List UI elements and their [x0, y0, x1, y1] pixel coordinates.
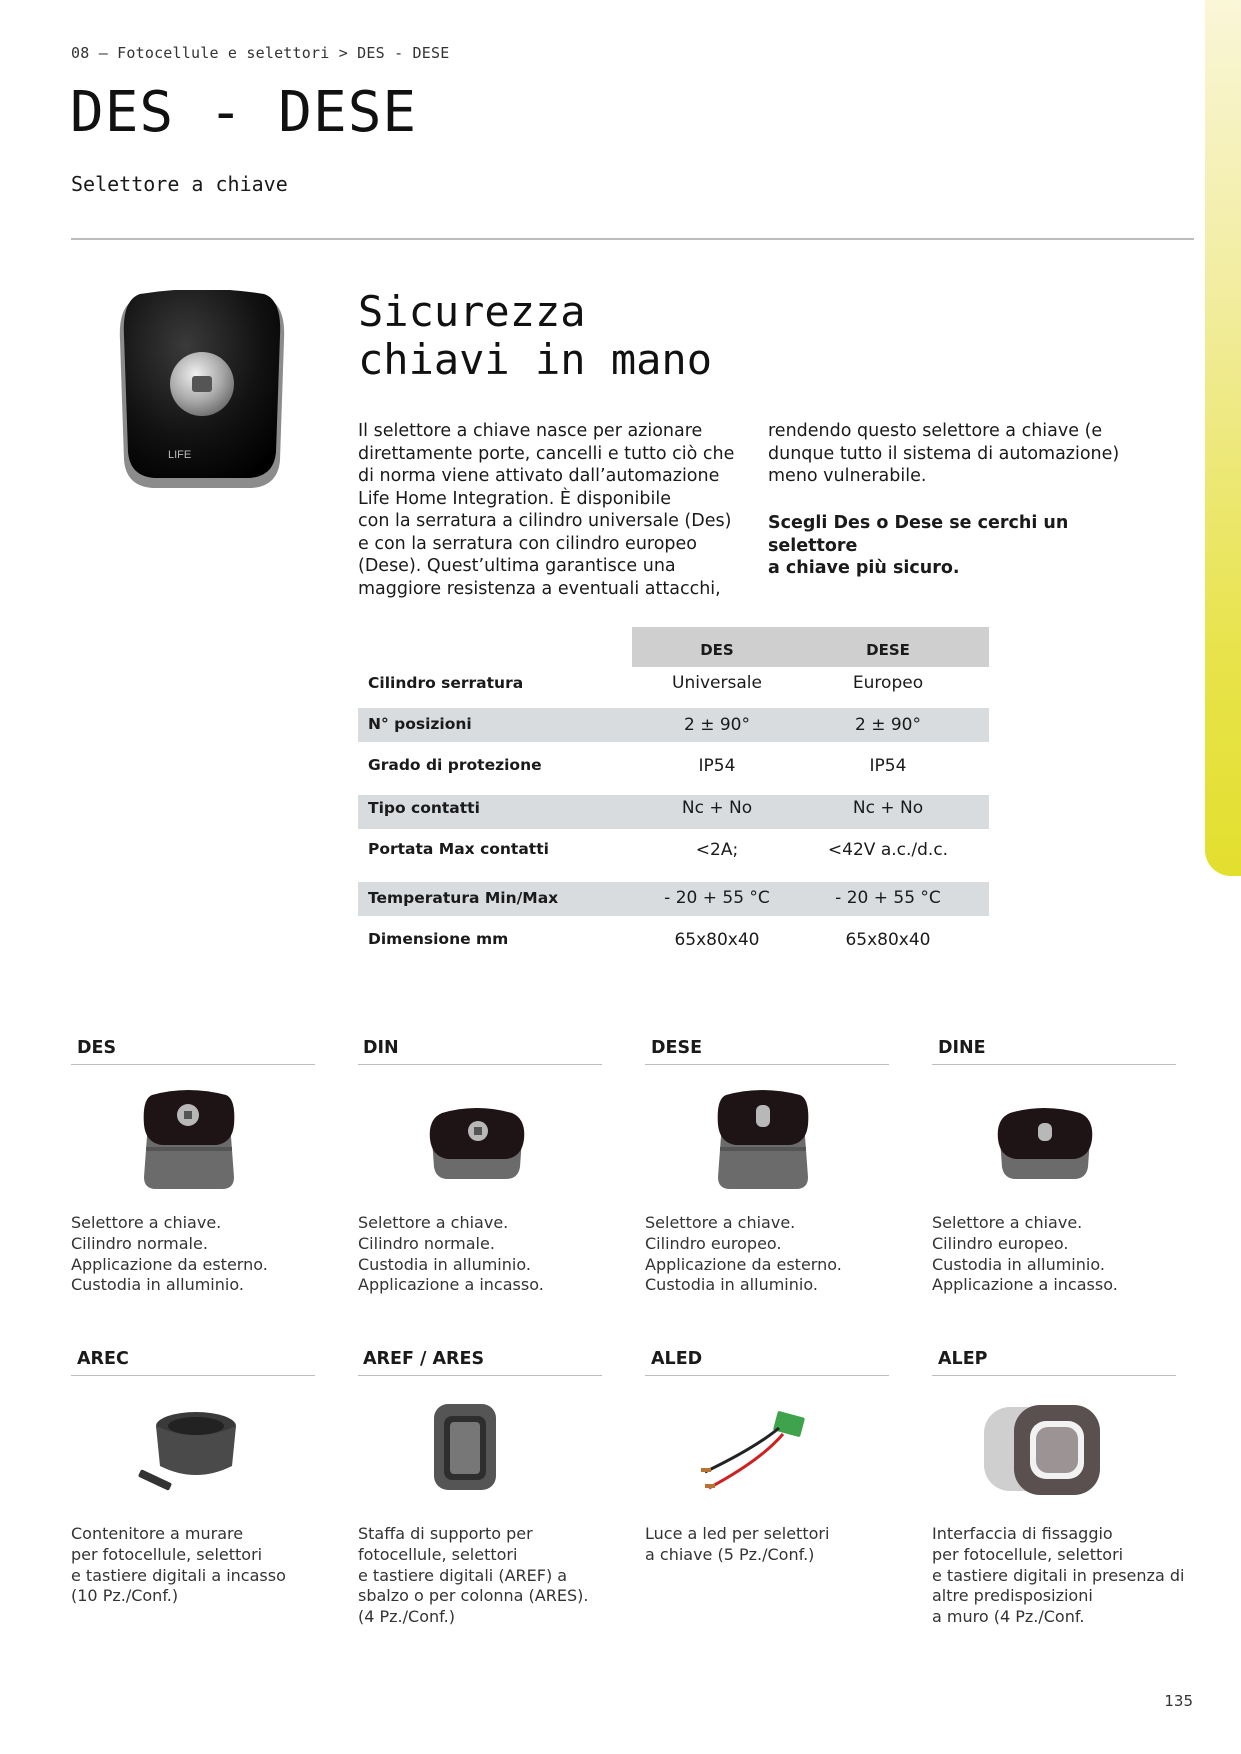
page-title: DES - DESE [70, 80, 418, 145]
header-divider [71, 238, 1194, 240]
intro-text-left: Il selettore a chiave nasce per azionare direttamente porte, cancelli e tutto ciò che di norma viene attivato dall’automazione Life Home Integration. È disponibile con la serratura a cilindro universale (Des) e con la serratura con cilindro europeo (Dese). Quest’ultima garantisce una maggiore resistenza a eventuali attacchi, [358, 421, 735, 599]
svg-text:LIFE: LIFE [168, 449, 192, 461]
spec-cell: - 20 + 55 °C [664, 888, 770, 908]
page-number: 135 [1164, 1692, 1193, 1710]
product-code: AREC [77, 1349, 129, 1369]
spec-row-label: N° posizioni [368, 715, 472, 733]
spec-row-label: Temperatura Min/Max [368, 889, 559, 907]
product-code: DES [77, 1038, 117, 1058]
product-description: Staffa di supporto per fotocellule, selettori e tastiere digitali (AREF) a sbalzo o per colonna (ARES). (4 Pz./Conf.) [358, 1524, 589, 1627]
product-code: ALED [651, 1349, 703, 1369]
spec-cell: Europeo [852, 673, 924, 693]
product-description: Selettore a chiave. Cilindro normale. Applicazione da esterno. Custodia in alluminio. [71, 1213, 268, 1295]
product-code: DINE [938, 1038, 986, 1058]
product-code: ALEP [938, 1349, 988, 1369]
product-description: Luce a led per selettori a chiave (5 Pz./Conf.) [645, 1524, 830, 1564]
dese-product-image [712, 1085, 814, 1193]
des-product-image [138, 1085, 240, 1193]
product-description: Selettore a chiave. Cilindro normale. Custodia in alluminio. Applicazione a incasso. [358, 1213, 544, 1295]
spec-cell: Nc + No [852, 798, 924, 818]
product-description: Selettore a chiave. Cilindro europeo. Applicazione da esterno. Custodia in alluminio. [645, 1213, 842, 1295]
product-description: Interfaccia di fissaggio per fotocellule, selettori e tastiere digitali in presenza di altre predisposizioni a muro (4 Pz./Conf. [932, 1524, 1185, 1627]
product-divider [645, 1064, 889, 1065]
product-divider [645, 1375, 889, 1376]
spec-row-label: Tipo contatti [368, 799, 480, 817]
product-description: Contenitore a murare per fotocellule, selettori e tastiere digitali a incasso (10 Pz./Conf.) [71, 1524, 286, 1606]
dine-product-image [994, 1105, 1096, 1185]
spec-cell: Nc + No [681, 798, 753, 818]
spec-row-label: Dimensione mm [368, 930, 509, 948]
arec-product-image [130, 1404, 242, 1500]
product-code: DESE [651, 1038, 703, 1058]
product-description: Selettore a chiave. Cilindro europeo. Custodia in alluminio. Applicazione a incasso. [932, 1213, 1118, 1295]
headline-line-1: Sicurezza [358, 287, 586, 336]
product-divider [358, 1064, 602, 1065]
spec-cell: - 20 + 55 °C [835, 888, 941, 908]
product-divider [932, 1064, 1176, 1065]
call-to-action-text: Scegli Des o Dese se cerchi un selettore a chiave più sicuro. [768, 513, 1069, 578]
spec-cell: <42V a.c./d.c. [827, 840, 949, 860]
product-divider [71, 1064, 315, 1065]
spec-col-dese: DESE [866, 641, 910, 659]
spec-row-label: Grado di protezione [368, 756, 542, 774]
spec-cell: IP54 [698, 756, 736, 776]
aled-product-image [695, 1408, 813, 1494]
spec-cell: 2 ± 90° [684, 715, 750, 735]
spec-cell: Universale [672, 673, 762, 693]
intro-text-right: rendendo questo selettore a chiave (e dunque tutto il sistema di automazione) meno vulnerabile. [768, 421, 1120, 486]
product-code: AREF / ARES [363, 1349, 485, 1369]
product-divider [358, 1375, 602, 1376]
spec-row-label: Cilindro serratura [368, 674, 524, 692]
spec-row-label: Portata Max contatti [368, 840, 549, 858]
spec-cell: <2A; [695, 840, 739, 860]
spec-col-des: DES [700, 641, 734, 659]
breadcrumb: 08 — Fotocellule e selettori > DES - DESE [71, 44, 450, 62]
product-code: DIN [363, 1038, 399, 1058]
spec-cell: 65x80x40 [674, 930, 760, 950]
headline [358, 288, 712, 384]
spec-cell: 65x80x40 [845, 930, 931, 950]
headline-line-2: chiavi in mano [358, 335, 713, 384]
key-selector-product-image [118, 290, 286, 492]
aref-ares-product-image [428, 1400, 504, 1496]
alep-product-image [980, 1401, 1102, 1499]
product-divider [932, 1375, 1176, 1376]
chapter-side-tab [1205, 0, 1241, 876]
product-divider [71, 1375, 315, 1376]
page-subtitle: Selettore a chiave [71, 172, 288, 196]
spec-cell: 2 ± 90° [855, 715, 921, 735]
din-product-image [426, 1105, 528, 1185]
spec-cell: IP54 [869, 756, 907, 776]
